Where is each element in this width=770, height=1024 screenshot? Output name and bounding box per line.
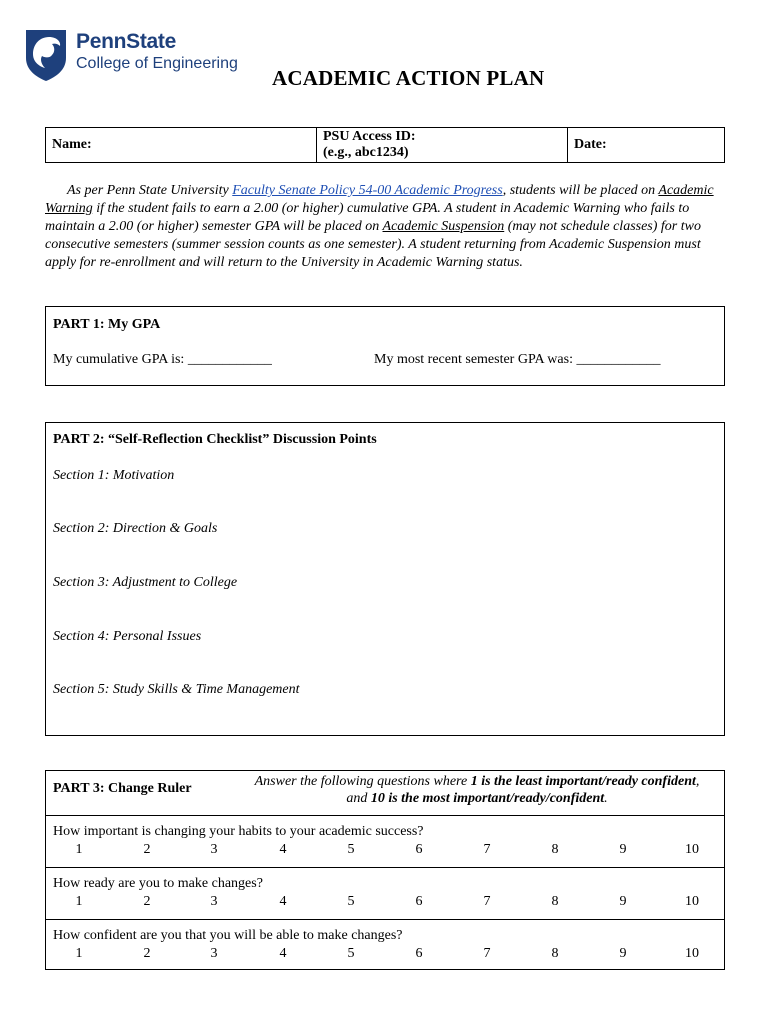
scale-option[interactable]: 8 — [551, 946, 559, 961]
scale-option[interactable]: 1 — [75, 842, 83, 857]
scale-option[interactable]: 4 — [279, 894, 287, 909]
scale-option[interactable]: 5 — [347, 946, 355, 961]
instr-text-f: . — [604, 791, 608, 806]
scale-option[interactable]: 2 — [143, 894, 151, 909]
part2-heading: PART 2: “Self-Reflection Checklist” Discussion Points — [53, 432, 377, 447]
date-field[interactable] — [568, 128, 725, 163]
scale-option[interactable]: 5 — [347, 894, 355, 909]
scale-option[interactable]: 6 — [415, 894, 423, 909]
scale-option[interactable]: 5 — [347, 842, 355, 857]
scale-option[interactable]: 2 — [143, 946, 151, 961]
instr-text-b: 1 is the least important/ready confident — [470, 774, 696, 789]
divider — [46, 815, 724, 816]
scale-option[interactable]: 7 — [483, 946, 491, 961]
name-field[interactable] — [46, 128, 317, 163]
scale-option[interactable]: 6 — [415, 946, 423, 961]
section-study-skills: Section 5: Study Skills & Time Management — [53, 682, 300, 697]
question-confidence: How confident are you that you will be able to make changes? — [53, 928, 403, 943]
name-label: Name: — [52, 137, 92, 152]
section-motivation: Section 1: Motivation — [53, 468, 175, 483]
scale-option[interactable]: 4 — [279, 842, 287, 857]
instr-text-d: and — [346, 791, 371, 806]
academic-suspension-term: Academic Suspension — [382, 219, 505, 234]
scale-option[interactable]: 10 — [685, 894, 699, 909]
scale-option[interactable]: 4 — [279, 946, 287, 961]
student-info-table — [45, 127, 725, 163]
intro-text-1: As per Penn State University — [67, 183, 233, 198]
divider — [46, 867, 724, 868]
date-label: Date: — [574, 137, 607, 152]
scale-option[interactable]: 10 — [685, 842, 699, 857]
scale-option[interactable]: 3 — [210, 894, 218, 909]
cumulative-gpa-field[interactable]: My cumulative GPA is: ____________ — [53, 352, 272, 367]
scale-option[interactable]: 10 — [685, 946, 699, 961]
psu-id-label: PSU Access ID: — [323, 129, 416, 144]
instr-text-a: Answer the following questions where — [254, 774, 471, 789]
part3-heading: PART 3: Change Ruler — [53, 781, 192, 796]
page-title: ACADEMIC ACTION PLAN — [272, 66, 545, 90]
penn-state-logo — [24, 28, 254, 84]
part1-heading: PART 1: My GPA — [53, 317, 161, 332]
question-importance: How important is changing your habits to your academic success? — [53, 824, 424, 839]
psu-id-example: (e.g., abc1234) — [323, 145, 409, 160]
scale-option[interactable]: 8 — [551, 894, 559, 909]
divider — [46, 919, 724, 920]
part1-box — [45, 306, 725, 386]
section-personal-issues: Section 4: Personal Issues — [53, 629, 202, 644]
scale-option[interactable]: 9 — [619, 842, 627, 857]
scale-option[interactable]: 9 — [619, 946, 627, 961]
part3-box — [45, 770, 725, 970]
faculty-senate-policy-link[interactable]: Faculty Senate Policy 54-00 Academic Progress — [232, 183, 503, 198]
logo-college-name: College of Engineering — [76, 55, 238, 72]
scale-option[interactable]: 7 — [483, 894, 491, 909]
intro-text-2: , students will be placed on — [502, 183, 659, 198]
intro-text-3: if the student fails to earn a 2.00 (or higher) cumulative GPA. A student in Academic Warning who fails to maintain a 2.00 (or higher) semester GPA will be placed on — [45, 201, 690, 234]
scale-option[interactable]: 9 — [619, 894, 627, 909]
scale-option[interactable]: 6 — [415, 842, 423, 857]
scale-option[interactable]: 1 — [75, 946, 83, 961]
section-direction-goals: Section 2: Direction & Goals — [53, 521, 218, 536]
intro-paragraph — [45, 182, 715, 272]
scale-option[interactable]: 8 — [551, 842, 559, 857]
part3-instructions — [232, 773, 722, 807]
psu-id-field[interactable] — [317, 128, 568, 163]
section-adjustment: Section 3: Adjustment to College — [53, 575, 238, 590]
scale-option[interactable]: 3 — [210, 842, 218, 857]
academic-warning-term: Academic Warning — [45, 183, 714, 216]
logo-wordmark: PennState — [76, 30, 176, 53]
scale-option[interactable]: 7 — [483, 842, 491, 857]
scale-option[interactable]: 2 — [143, 842, 151, 857]
question-readiness: How ready are you to make changes? — [53, 876, 263, 891]
instr-text-c: , — [695, 774, 700, 789]
part2-box — [45, 422, 725, 736]
intro-text-4: (may not schedule classes) for two consecutive semesters (summer session counts as one semester). A student returning from Academic Suspension must apply for re-enrollment and will return to the University in Academic Warning status. — [45, 219, 701, 270]
scale-option[interactable]: 3 — [210, 946, 218, 961]
semester-gpa-field[interactable]: My most recent semester GPA was: ____________ — [374, 352, 661, 367]
nittany-lion-shield-icon — [24, 28, 68, 82]
scale-option[interactable]: 1 — [75, 894, 83, 909]
instr-text-e: 10 is the most important/ready/confident — [370, 791, 605, 806]
